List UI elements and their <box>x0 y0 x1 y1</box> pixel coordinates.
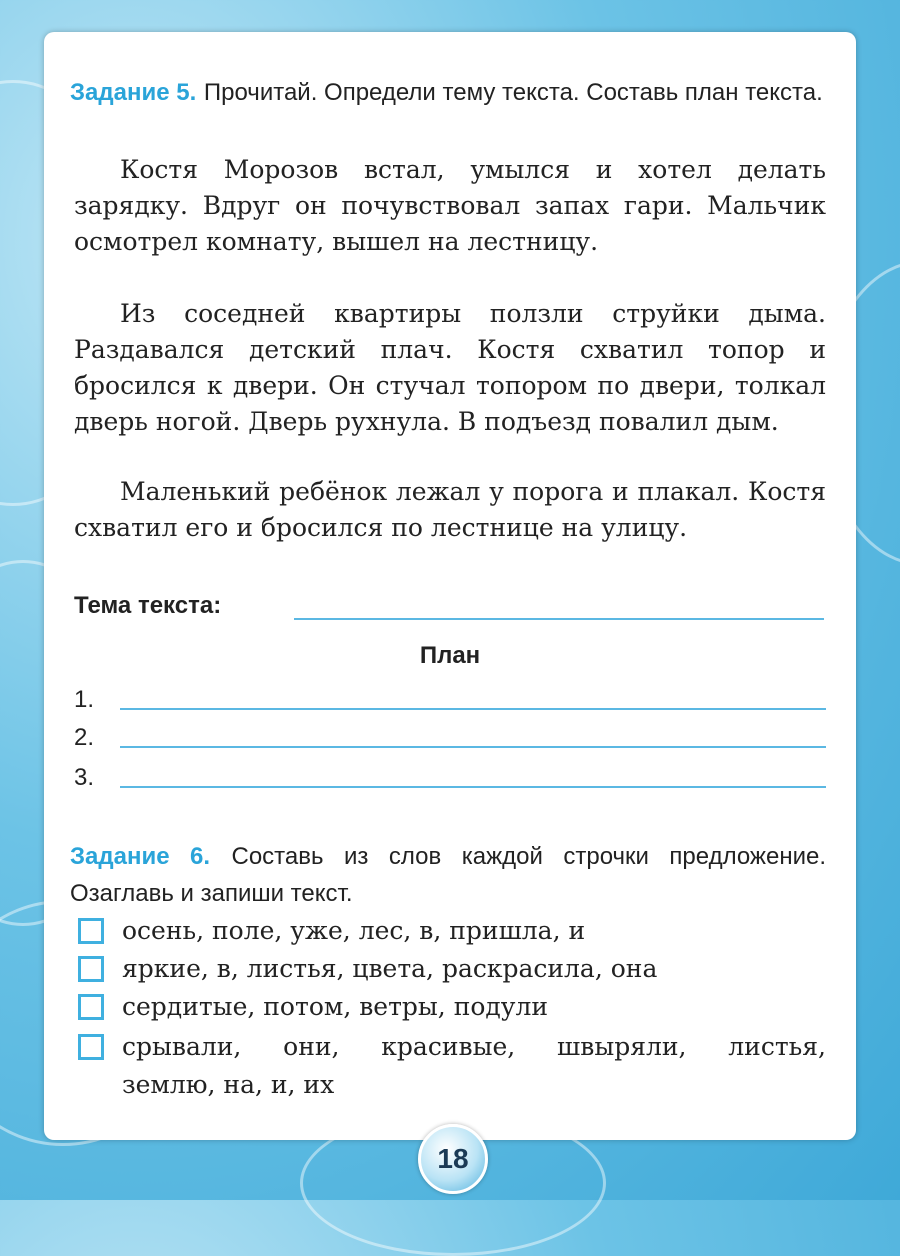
task5-heading <box>70 74 826 111</box>
task6-instruction: Составь из слов каждой строчки предложение. Озаглавь и запиши текст. <box>70 843 826 907</box>
sentence-checkbox-3[interactable] <box>78 994 104 1020</box>
task6-label: Задание 6. <box>70 843 211 870</box>
word-line-3: сердитые, потом, ветры, подули <box>122 992 549 1021</box>
page-number-badge: 18 <box>418 1124 488 1194</box>
plan-answer-line-2[interactable] <box>120 746 826 748</box>
task5-instruction: Прочитай. Определи тему текста. Составь план текста. <box>203 79 823 106</box>
plan-number-2: 2. <box>74 724 95 751</box>
theme-answer-line[interactable] <box>294 618 824 620</box>
word-line-4: срывали, они, красивые, швыряли, листья, <box>122 1032 826 1061</box>
sentence-checkbox-2[interactable] <box>78 956 104 982</box>
plan-answer-line-3[interactable] <box>120 786 826 788</box>
word-line-2: яркие, в, листья, цвета, раскрасила, она <box>122 954 658 983</box>
story-paragraph-1: Костя Морозов встал, умылся и хотел делать зарядку. Вдруг он почувствовал запах гари. Мальчик осмотрел комнату, вышел на лестницу. <box>74 155 826 256</box>
plan-number-1: 1. <box>74 686 95 713</box>
word-line-1: осень, поле, уже, лес, в, пришла, и <box>122 916 586 945</box>
plan-title: План <box>419 642 481 669</box>
task6-heading <box>70 838 826 912</box>
plan-number-3: 3. <box>74 764 95 791</box>
sentence-checkbox-1[interactable] <box>78 918 104 944</box>
task5-label: Задание 5. <box>70 79 197 106</box>
story-paragraph-3: Маленький ребёнок лежал у порога и плакал. Костя схватил его и бросился по лестнице на улицу. <box>74 477 826 542</box>
word-line-5: землю, на, и, их <box>122 1070 335 1099</box>
sentence-checkbox-4[interactable] <box>78 1034 104 1060</box>
theme-label: Тема текста: <box>74 592 222 619</box>
story-paragraph-2: Из соседней квартиры ползли струйки дыма. Раздавался детский плач. Костя схватил топор и бросился к двери. Он стучал топором по двери, толкал дверь ногой. Дверь рухнула. В подъезд повалил дым. <box>74 299 826 436</box>
workbook-page <box>44 32 856 1140</box>
plan-answer-line-1[interactable] <box>120 708 826 710</box>
